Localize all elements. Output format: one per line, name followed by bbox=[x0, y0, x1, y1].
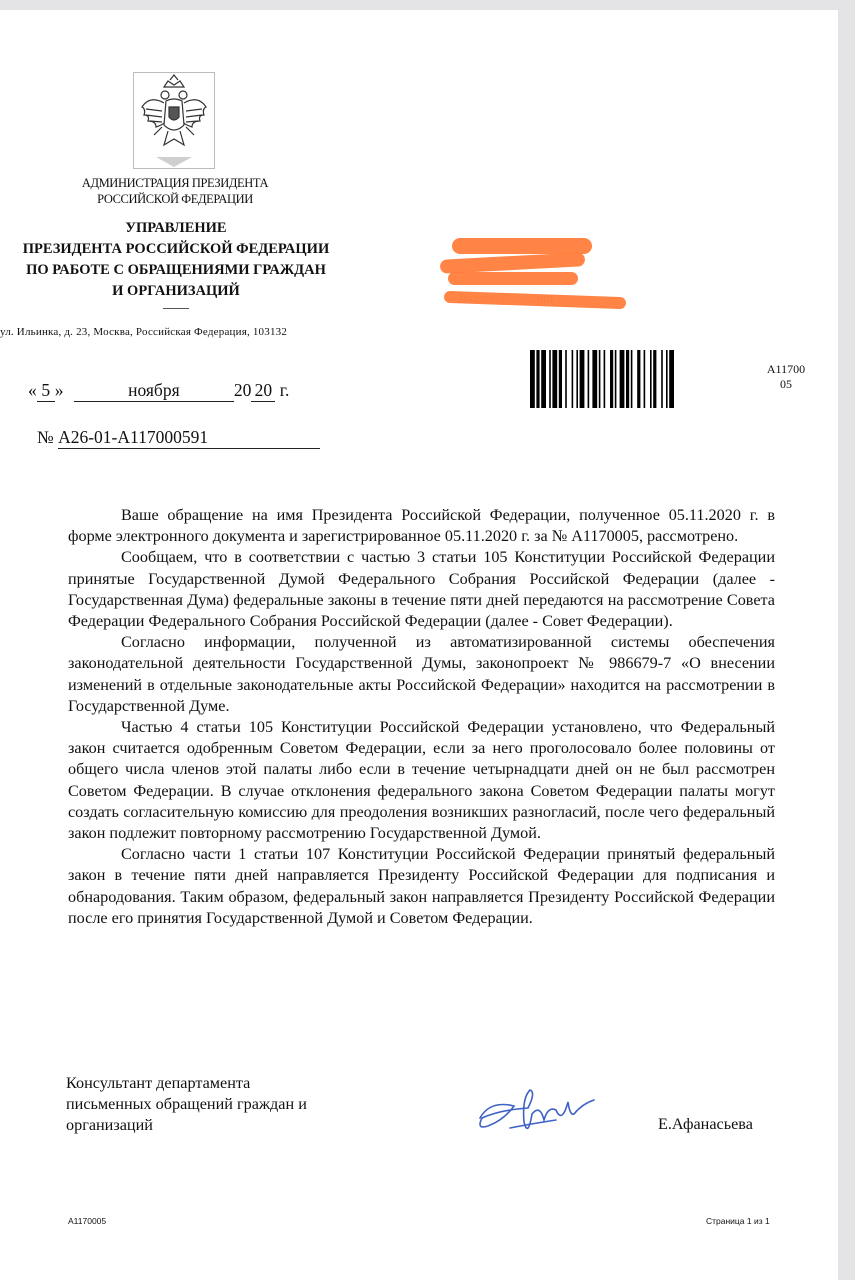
barcode-bar bbox=[572, 350, 574, 408]
recipient-block bbox=[440, 238, 640, 308]
barcode-bar bbox=[637, 350, 640, 408]
admin-line-2: РОССИЙСКОЙ ФЕДЕРАЦИИ bbox=[97, 192, 253, 206]
signer-title bbox=[66, 1073, 386, 1136]
reference-prefix: № bbox=[37, 427, 54, 447]
signer-title-line-3: организаций bbox=[66, 1116, 153, 1134]
date-open-quote: « bbox=[28, 380, 37, 400]
date-close-quote: » bbox=[54, 380, 64, 400]
body-paragraph-1: Ваше обращение на имя Президента Российской Федерации, полученное 05.11.2020 г. в форме электронного документа и зарегистрированное 05.11.2020 г. за № А1170005, рассмотрено. bbox=[68, 506, 775, 546]
barcode-bar bbox=[541, 350, 546, 408]
barcode-bar bbox=[559, 350, 562, 408]
barcode-bar bbox=[580, 350, 585, 408]
document-date bbox=[28, 380, 348, 402]
body-paragraph-4: Частью 4 статьи 105 Конституции Российской Федерации установлено, что Федеральный закон считается одобренным Советом Федерации, если за него проголосовало более половины от общего числа членов этой палаты либо если в течение четырнадцати дней он не был рассмотрен Советом Федерации. В случае отклонения федерального закона Советом Федерации палаты могут создать согласительную комиссию для преодоления возникших разногласий, после чего федеральный закон подлежит повторному рассмотрению Государственной Думой. bbox=[68, 718, 775, 843]
barcode-bar bbox=[615, 350, 617, 408]
body-paragraph-3: Согласно информации, полученной из автоматизированной системы обеспечения законодательной деятельности Государственной Думы, законопроект № 986679-7 «О внесении изменений в отдельные законодательные акты Российской Федерации» находится на рассмотрении в Государственной Думе. bbox=[68, 633, 775, 715]
barcode-line-1: А11700 bbox=[766, 362, 806, 376]
barcode-bar bbox=[530, 350, 535, 408]
date-year-prefix: 20 bbox=[233, 380, 252, 400]
barcode-bar bbox=[620, 350, 625, 408]
date-year-mark: г. bbox=[279, 380, 290, 400]
barcode-bar bbox=[610, 350, 613, 408]
department-heading bbox=[0, 218, 352, 302]
dept-line-3: ПО РАБОТЕ С ОБРАЩЕНИЯМИ ГРАЖДАН bbox=[26, 262, 326, 278]
signer-name: Е.Афанасьева bbox=[658, 1115, 753, 1133]
body-paragraph-5: Согласно части 1 статьи 107 Конституции Российской Федерации принятый федеральный закон в течение пяти дней направляется Президенту Российской Федерации для подписания и обнародования. Таким образом, федеральный закон направляется Президенту Российской Федерации после его принятия Государственной Думой и Советом Федерации. bbox=[68, 845, 775, 927]
barcode-bar bbox=[626, 350, 629, 408]
redaction-mark bbox=[440, 252, 586, 274]
date-day: 5 bbox=[37, 380, 55, 402]
letter-page bbox=[0, 10, 838, 1280]
barcode-bar bbox=[661, 350, 663, 408]
barcode bbox=[530, 350, 746, 408]
reference-value: А26-01-А117000591 bbox=[58, 427, 320, 449]
coat-of-arms-emblem bbox=[133, 72, 215, 169]
letter-body bbox=[68, 505, 775, 929]
date-year-suffix: 20 bbox=[251, 380, 275, 402]
barcode-number bbox=[756, 362, 816, 392]
barcode-bar bbox=[604, 350, 606, 408]
barcode-bar bbox=[669, 350, 674, 408]
barcode-bar bbox=[565, 350, 567, 408]
signer-title-line-2: письменных обращений граждан и bbox=[66, 1095, 307, 1113]
dept-line-4: И ОРГАНИЗАЦИЙ bbox=[112, 283, 240, 299]
barcode-bar bbox=[653, 350, 656, 408]
dept-line-1: УПРАВЛЕНИЕ bbox=[125, 220, 227, 236]
barcode-bar bbox=[576, 350, 578, 408]
barcode-bar bbox=[650, 350, 652, 408]
admin-line-1: АДМИНИСТРАЦИЯ ПРЕЗИДЕНТА bbox=[81, 176, 269, 190]
heading-divider bbox=[163, 308, 189, 309]
barcode-bar bbox=[592, 350, 597, 408]
barcode-bar bbox=[631, 350, 633, 408]
barcode-bar bbox=[588, 350, 590, 408]
dept-line-2: ПРЕЗИДЕНТА РОССИЙСКОЙ ФЕДЕРАЦИИ bbox=[22, 241, 330, 257]
barcode-bar bbox=[644, 350, 646, 408]
redaction-mark bbox=[452, 238, 592, 254]
barcode-bar bbox=[552, 350, 557, 408]
footer-document-id: А1170005 bbox=[68, 1216, 107, 1226]
footer-page-number: Страница 1 из 1 bbox=[706, 1216, 770, 1226]
handwritten-signature bbox=[470, 1080, 600, 1150]
office-address: ул. Ильинка, д. 23, Москва, Российская Федерация, 103132 bbox=[0, 326, 288, 338]
redaction-mark bbox=[448, 272, 578, 285]
barcode-bar bbox=[549, 350, 551, 408]
body-paragraph-2: Сообщаем, что в соответствии с частью 3 статьи 105 Конституции Российской Федерации принятые Государственной Думой Федерального Собрания Российской Федерации (далее - Государственная Дума) федеральные законы в течение пяти дней передаются на рассмотрение Совета Федерации Федерального Собрания Российской Федерации (далее - Совет Федерации). bbox=[68, 548, 775, 631]
barcode-bar bbox=[599, 350, 601, 408]
barcode-bar bbox=[536, 350, 539, 408]
administration-heading bbox=[60, 175, 290, 207]
date-month: ноября bbox=[74, 380, 234, 402]
barcode-bar bbox=[666, 350, 668, 408]
reference-number bbox=[37, 427, 337, 449]
barcode-line-2: 05 bbox=[780, 377, 792, 391]
signer-title-line-1: Консультант департамента bbox=[66, 1074, 251, 1092]
